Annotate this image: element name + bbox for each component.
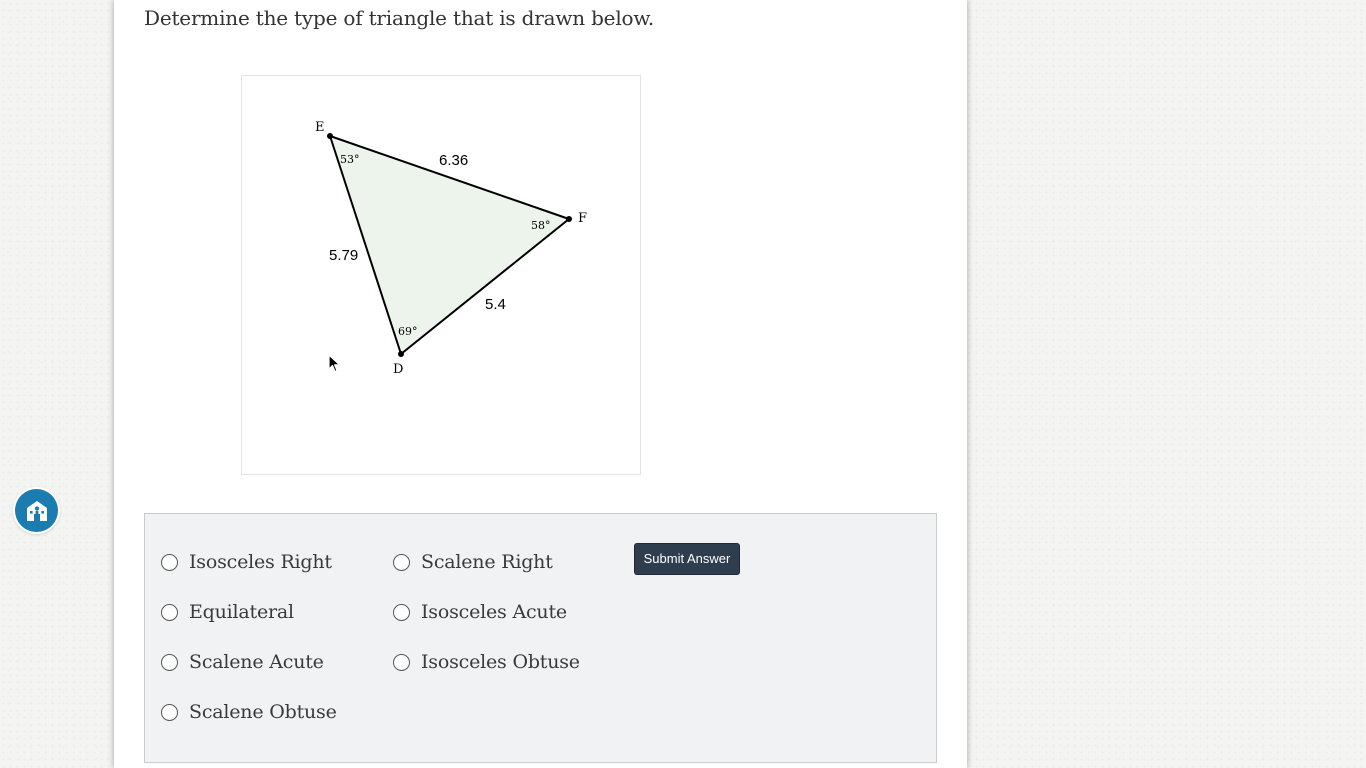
radio-isosceles-obtuse[interactable]	[393, 654, 410, 671]
radio-isosceles-right[interactable]	[161, 554, 178, 571]
accessibility-widget-icon	[24, 499, 50, 523]
choice-label: Isosceles Obtuse	[421, 651, 580, 673]
accessibility-widget-button[interactable]	[15, 489, 58, 532]
vertex-e-point	[327, 133, 333, 139]
choice-isosceles-right[interactable]	[161, 551, 332, 573]
radio-scalene-right[interactable]	[393, 554, 410, 571]
radio-scalene-obtuse[interactable]	[161, 704, 178, 721]
angle-label-e: 53°	[340, 153, 360, 166]
choice-equilateral[interactable]	[161, 601, 294, 623]
choice-scalene-acute[interactable]	[161, 651, 324, 673]
radio-isosceles-acute[interactable]	[393, 604, 410, 621]
submit-answer-button[interactable]: Submit Answer	[634, 543, 740, 575]
triangle-diagram	[242, 76, 640, 474]
vertex-d-point	[398, 351, 404, 357]
vertex-label-d: D	[393, 362, 404, 377]
vertex-label-e: E	[315, 120, 325, 135]
choice-label: Equilateral	[189, 601, 294, 623]
angle-label-f: 58°	[531, 219, 551, 232]
radio-scalene-acute[interactable]	[161, 654, 178, 671]
choice-label: Isosceles Acute	[421, 601, 567, 623]
question-text: Determine the type of triangle that is drawn below.	[144, 6, 655, 30]
side-label-ed: 5.79	[329, 247, 359, 264]
choice-isosceles-acute[interactable]	[393, 601, 567, 623]
side-label-ef: 6.36	[439, 152, 469, 169]
choice-label: Scalene Acute	[189, 651, 324, 673]
choice-scalene-right[interactable]	[393, 551, 553, 573]
choice-label: Scalene Right	[421, 551, 553, 573]
mouse-pointer-icon	[328, 354, 342, 374]
vertex-label-f: F	[578, 211, 588, 226]
answer-panel	[144, 513, 937, 763]
angle-label-d: 69°	[398, 325, 418, 338]
question-page	[114, 0, 967, 768]
radio-equilateral[interactable]	[161, 604, 178, 621]
choice-scalene-obtuse[interactable]	[161, 701, 337, 723]
choice-label: Isosceles Right	[189, 551, 332, 573]
side-label-fd: 5.4	[485, 296, 506, 313]
triangle-figure	[241, 75, 641, 475]
choice-label: Scalene Obtuse	[189, 701, 337, 723]
choice-isosceles-obtuse[interactable]	[393, 651, 580, 673]
vertex-f-point	[566, 216, 572, 222]
